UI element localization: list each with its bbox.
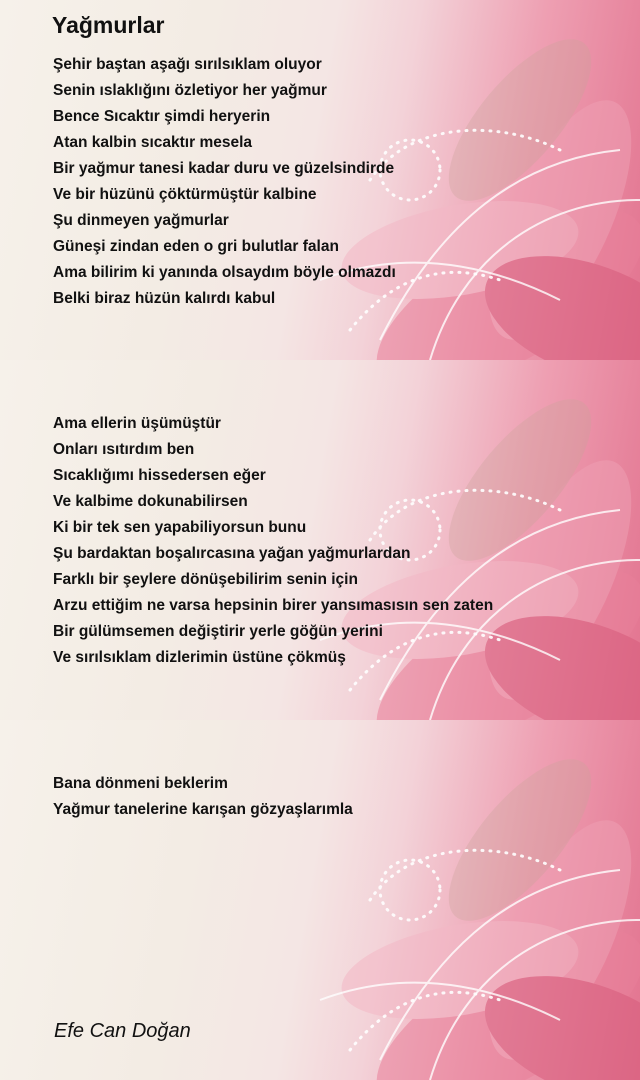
poem-line: Ve bir hüzünü çöktürmüştür kalbine	[53, 186, 317, 203]
poem-line: Onları ısıtırdım ben	[53, 441, 195, 458]
poem-line: Ki bir tek sen yapabiliyorsun bunu	[53, 519, 307, 536]
poem-line: Ama bilirim ki yanında olsaydım böyle olmazdı	[53, 264, 396, 281]
poem-line: Yağmur tanelerine karışan gözyaşlarımla	[53, 801, 353, 818]
poem-line: Ama ellerin üşümüştür	[53, 415, 221, 432]
stanza-3	[53, 771, 353, 823]
poem-line: Arzu ettiğim ne varsa hepsinin birer yansımasısın sen zaten	[53, 597, 494, 614]
poem-line: Bana dönmeni beklerim	[53, 775, 228, 792]
poem-line: Bir gülümsemen değiştirir yerle göğün yerini	[53, 623, 383, 640]
poem-line: Ve sırılsıklam dizlerimin üstüne çökmüş	[53, 649, 346, 666]
poem-line: Bir yağmur tanesi kadar duru ve güzelsindirde	[53, 160, 395, 177]
stanza-2	[53, 411, 493, 671]
poem-author: Efe Can Doğan	[54, 1020, 191, 1042]
poem-line: Ve kalbime dokunabilirsen	[53, 493, 248, 510]
poem-line: Senin ıslaklığını özletiyor her yağmur	[53, 82, 327, 99]
stanza-1	[53, 52, 396, 312]
poem-line: Güneşi zindan eden o gri bulutlar falan	[53, 238, 339, 255]
poem-title: Yağmurlar	[52, 12, 165, 38]
poem-line: Farklı bir şeylere dönüşebilirim senin için	[53, 571, 358, 588]
poem-line: Bence Sıcaktır şimdi heryerin	[53, 108, 271, 125]
poem-line: Sıcaklığımı hissedersen eğer	[53, 467, 266, 484]
poem-line: Şu bardaktan boşalırcasına yağan yağmurlardan	[53, 545, 411, 562]
poem-line: Atan kalbin sıcaktır mesela	[53, 134, 253, 151]
poem-line: Şehir baştan aşağı sırılsıklam oluyor	[53, 56, 322, 73]
poem-line: Şu dinmeyen yağmurlar	[53, 212, 229, 229]
poem-line: Belki biraz hüzün kalırdı kabul	[53, 290, 276, 307]
